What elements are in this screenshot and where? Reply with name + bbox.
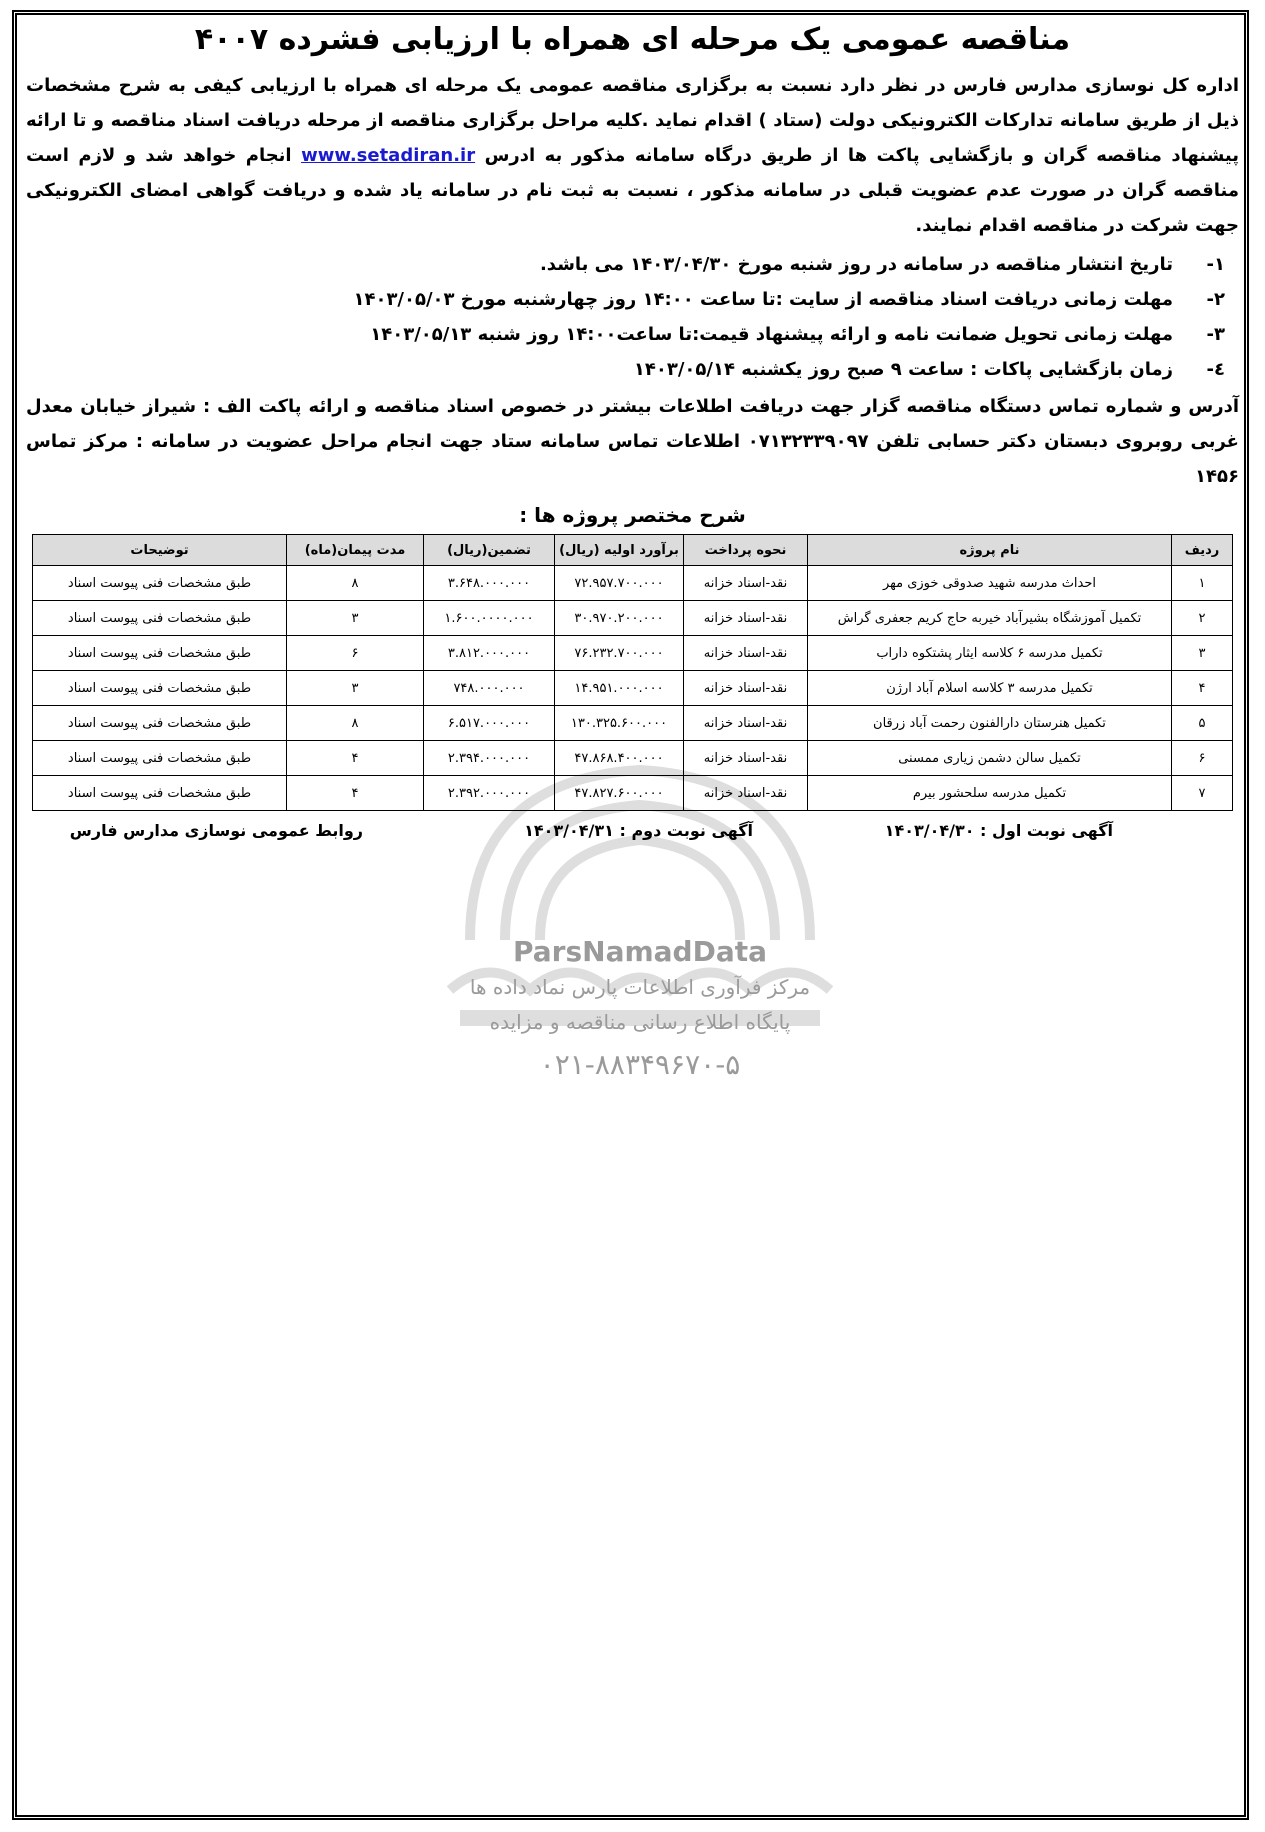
- cell-contract-duration: ۸: [287, 706, 424, 741]
- item-text: تاریخ انتشار مناقصه در سامانه در روز شنبه مورخ ۱۴۰۳/۰۴/۳۰ می باشد.: [539, 254, 1173, 275]
- cell-notes: طبق مشخصات فنی پیوست اسناد: [33, 636, 287, 671]
- cell-notes: طبق مشخصات فنی پیوست اسناد: [33, 566, 287, 601]
- cell-guarantee: ۱.۶۰۰.۰۰۰۰.۰۰۰: [424, 601, 555, 636]
- watermark-brand: ParsNamadData: [513, 935, 767, 968]
- intro-paragraph: [26, 68, 1239, 243]
- projects-table: [32, 534, 1233, 811]
- table-title: شرح مختصر پروژه ها :: [519, 503, 746, 527]
- cell-initial-estimate: ۳۰.۹۷۰.۲۰۰.۰۰۰: [555, 601, 684, 636]
- cell-payment-method: نقد-اسناد خزانه: [684, 671, 808, 706]
- cell-guarantee: ۶.۵۱۷.۰۰۰.۰۰۰: [424, 706, 555, 741]
- col-header-contract-duration: مدت پیمان(ماه): [287, 535, 424, 566]
- cell-project-name: تکمیل هنرستان دارالفنون رحمت آباد زرقان: [808, 706, 1172, 741]
- intro-text-1: اداره کل نوسازی مدارس فارس در نظر دارد نسبت به برگزاری مناقصه عمومی یک مرحله ای همراه با ارزیابی کیفی به شرح مشخصات ذیل از طریق سامانه تدارکات الکترونیکی دولت (ستاد ) اقدام نماید .کلیه مراحل برگزاری مناقصه از مرحله دریافت اسناد مناقصه و تا ارائه پیشنهاد مناقصه گران و بازگشایی پاکت ها از طریق درگاه سامانه مذکور به ادرس: [26, 75, 1239, 166]
- list-item: [22, 247, 1243, 282]
- cell-payment-method: نقد-اسناد خزانه: [684, 566, 808, 601]
- item-number: ٤-: [1206, 359, 1225, 380]
- cell-contract-duration: ۳: [287, 601, 424, 636]
- item-text: مهلت زمانی دریافت اسناد مناقصه از سایت :تا ساعت ۱۴:۰۰ روز چهارشنبه مورخ ۱۴۰۳/۰۵/۰۳: [353, 289, 1173, 310]
- list-item: [22, 282, 1243, 317]
- publisher-name: روابط عمومی نوسازی مدارس فارس: [69, 821, 363, 840]
- cell-notes: طبق مشخصات فنی پیوست اسناد: [33, 776, 287, 811]
- page-title: مناقصه عمومی یک مرحله ای همراه با ارزیابی فشرده ۴۰۰۷: [194, 22, 1071, 57]
- cell-initial-estimate: ۴۷.۸۲۷.۶۰۰.۰۰۰: [555, 776, 684, 811]
- item-text: زمان بازگشایی پاکات : ساعت ۹ صبح روز یکشنبه ۱۴۰۳/۰۵/۱۴: [633, 359, 1173, 380]
- cell-project-name: تکمیل آموزشگاه بشیرآباد خیربه حاج کریم جعفری گراش: [808, 601, 1172, 636]
- table-row: [33, 636, 1233, 671]
- cell-row-number: ۷: [1172, 776, 1233, 811]
- table-row: [33, 566, 1233, 601]
- col-header-notes: توضیحات: [33, 535, 287, 566]
- cell-guarantee: ۲.۳۹۲.۰۰۰.۰۰۰: [424, 776, 555, 811]
- cell-payment-method: نقد-اسناد خزانه: [684, 776, 808, 811]
- cell-initial-estimate: ۴۷.۸۶۸.۴۰۰.۰۰۰: [555, 741, 684, 776]
- cell-contract-duration: ۸: [287, 566, 424, 601]
- document-body: [22, 18, 1243, 849]
- watermark-line1: مرکز فرآوری اطلاعات پارس نماد داده ها: [469, 975, 811, 999]
- cell-guarantee: ۳.۸۱۲.۰۰۰.۰۰۰: [424, 636, 555, 671]
- cell-notes: طبق مشخصات فنی پیوست اسناد: [33, 706, 287, 741]
- cell-contract-duration: ۳: [287, 671, 424, 706]
- list-item: [22, 317, 1243, 352]
- cell-row-number: ۶: [1172, 741, 1233, 776]
- cell-initial-estimate: ۷۶.۲۳۲.۷۰۰.۰۰۰: [555, 636, 684, 671]
- cell-row-number: ۴: [1172, 671, 1233, 706]
- cell-guarantee: ۷۴۸.۰۰۰.۰۰۰: [424, 671, 555, 706]
- cell-row-number: ۵: [1172, 706, 1233, 741]
- cell-contract-duration: ۴: [287, 741, 424, 776]
- cell-project-name: احداث مدرسه شهید صدوقی خوزی مهر: [808, 566, 1172, 601]
- item-number: ۱-: [1206, 254, 1225, 275]
- col-header-guarantee: تضمین(ریال): [424, 535, 555, 566]
- second-publication-date: آگهی نوبت دوم : ۱۴۰۳/۰۴/۳۱: [524, 821, 753, 840]
- cell-project-name: تکمیل مدرسه سلحشور بیرم: [808, 776, 1172, 811]
- col-header-initial-estimate: برآورد اولیه (ریال): [555, 535, 684, 566]
- schedule-list: [22, 247, 1243, 387]
- table-row: [33, 741, 1233, 776]
- contact-paragraph: آدرس و شماره تماس دستگاه مناقصه گزار جهت دریافت اطلاعات بیشتر در خصوص اسناد مناقصه و ارائه پاکت الف : شیراز خیابان معدل غربی روبروی دبستان دکتر حسابی تلفن ۰۷۱۳۲۳۳۹۰۹۷ اطلاعات تماس سامانه ستاد جهت انجام مراحل عضویت در سامانه : مرکز تماس ۱۴۵۶: [26, 396, 1239, 487]
- table-row: [33, 776, 1233, 811]
- item-number: ۲-: [1206, 289, 1225, 310]
- cell-row-number: ۲: [1172, 601, 1233, 636]
- cell-notes: طبق مشخصات فنی پیوست اسناد: [33, 741, 287, 776]
- ad-footer: [22, 817, 1243, 849]
- cell-contract-duration: ۴: [287, 776, 424, 811]
- cell-project-name: تکمیل مدرسه ۳ کلاسه اسلام آباد ارژن: [808, 671, 1172, 706]
- watermark-line2: پایگاه اطلاع رسانی مناقصه و مزایده: [489, 1010, 791, 1034]
- watermark-phone: ۰۲۱-۸۸۳۴۹۶۷۰-۵: [539, 1048, 741, 1081]
- cell-payment-method: نقد-اسناد خزانه: [684, 601, 808, 636]
- col-header-row-number: ردیف: [1172, 535, 1233, 566]
- cell-payment-method: نقد-اسناد خزانه: [684, 741, 808, 776]
- cell-row-number: ۳: [1172, 636, 1233, 671]
- item-number: ۳-: [1206, 324, 1225, 345]
- table-row: [33, 706, 1233, 741]
- table-row: [33, 671, 1233, 706]
- setadiran-link[interactable]: www.setadiran.ir: [301, 145, 476, 166]
- cell-project-name: تکمیل مدرسه ۶ کلاسه ایثار پشتکوه داراب: [808, 636, 1172, 671]
- cell-payment-method: نقد-اسناد خزانه: [684, 636, 808, 671]
- cell-guarantee: ۲.۳۹۴.۰۰۰.۰۰۰: [424, 741, 555, 776]
- cell-payment-method: نقد-اسناد خزانه: [684, 706, 808, 741]
- table-header-row: [33, 535, 1233, 566]
- cell-project-name: تکمیل سالن دشمن زیاری ممسنی: [808, 741, 1172, 776]
- first-publication-date: آگهی نوبت اول : ۱۴۰۳/۰۴/۳۰: [884, 821, 1113, 840]
- cell-guarantee: ۳.۶۴۸.۰۰۰.۰۰۰: [424, 566, 555, 601]
- cell-row-number: ۱: [1172, 566, 1233, 601]
- cell-notes: طبق مشخصات فنی پیوست اسناد: [33, 601, 287, 636]
- col-header-project-name: نام پروژه: [808, 535, 1172, 566]
- item-text: مهلت زمانی تحویل ضمانت نامه و ارائه پیشنهاد قیمت:تا ساعت۱۴:۰۰ روز شنبه ۱۴۰۳/۰۵/۱۳: [370, 324, 1173, 345]
- cell-initial-estimate: ۱۳۰.۳۲۵.۶۰۰.۰۰۰: [555, 706, 684, 741]
- table-row: [33, 601, 1233, 636]
- cell-contract-duration: ۶: [287, 636, 424, 671]
- cell-initial-estimate: ۱۴.۹۵۱.۰۰۰.۰۰۰: [555, 671, 684, 706]
- cell-notes: طبق مشخصات فنی پیوست اسناد: [33, 671, 287, 706]
- cell-initial-estimate: ۷۲.۹۵۷.۷۰۰.۰۰۰: [555, 566, 684, 601]
- intro-text-2: انجام خواهد شد و لازم است مناقصه گران در صورت عدم عضویت قبلی در سامانه مذکور ، نسبت به ثبت نام در سامانه یاد شده و دریافت گواهی امضای الکترونیکی جهت شرکت در مناقصه اقدام نمایند.: [26, 145, 1239, 236]
- list-item: [22, 352, 1243, 387]
- col-header-payment-method: نحوه پرداخت: [684, 535, 808, 566]
